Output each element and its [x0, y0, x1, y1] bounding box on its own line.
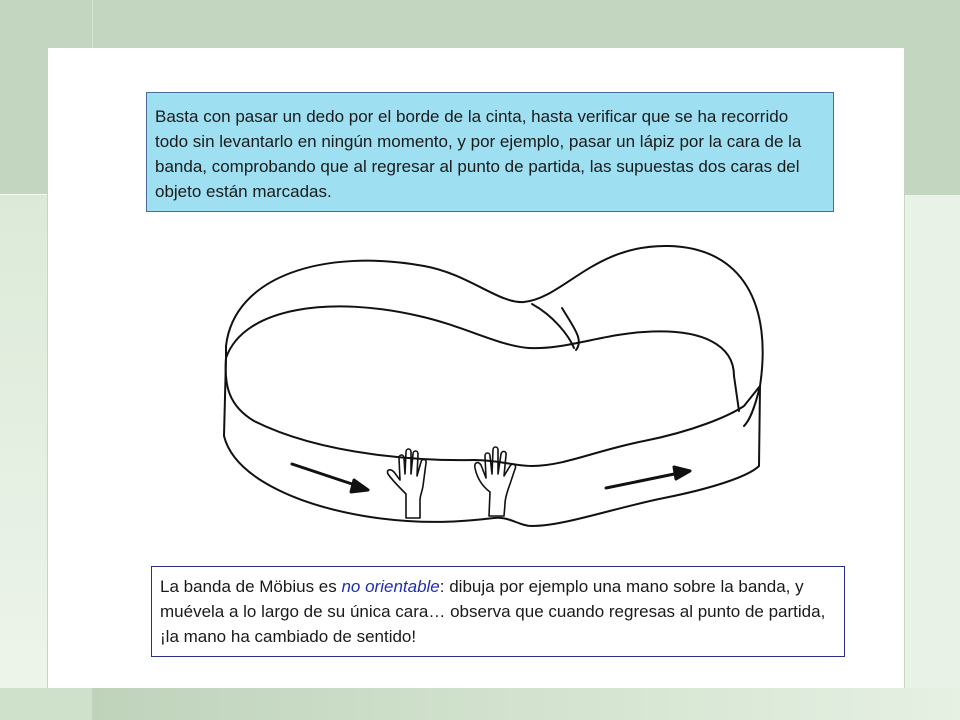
- mobius-twist: [532, 304, 579, 350]
- background-divider: [92, 0, 93, 48]
- background-bottom-band: [92, 688, 960, 720]
- explanation-box: [146, 92, 834, 212]
- mobius-strip-illustration: [214, 236, 764, 536]
- hand-icon-right: [475, 447, 516, 516]
- background-right-panel: [905, 195, 960, 720]
- explanation-text: Basta con pasar un dedo por el borde de la cinta, hasta verificar que se ha recorrido todo sin levantarlo en ningún momento, y por ejemplo, pasar un lápiz por la cara de la banda, comprobando que al regresar al punto de partida, las supuestas dos caras del objeto están marcadas.: [155, 107, 802, 201]
- background-bottom-left: [0, 688, 92, 720]
- mobius-right-edge: [734, 376, 739, 411]
- non-orientable-text-start: La banda de Möbius es: [160, 577, 342, 596]
- direction-arrow-left: [292, 464, 368, 492]
- background-left-panel: [0, 195, 47, 720]
- mobius-band-lower-edge: [224, 346, 760, 526]
- slide: [48, 48, 904, 688]
- non-orientable-box: [151, 566, 845, 657]
- mobius-inner-rim: [226, 306, 734, 376]
- non-orientable-text-end: : dibuja por ejemplo una mano sobre la banda, y muévela a lo largo de su única cara… observa que cuando regresas al punto de partida, ¡la mano ha cambiado de sentido!: [160, 577, 826, 646]
- non-orientable-emphasis: no orientable: [341, 577, 440, 596]
- mobius-outer-rim: [226, 246, 763, 426]
- direction-arrow-right: [606, 467, 690, 488]
